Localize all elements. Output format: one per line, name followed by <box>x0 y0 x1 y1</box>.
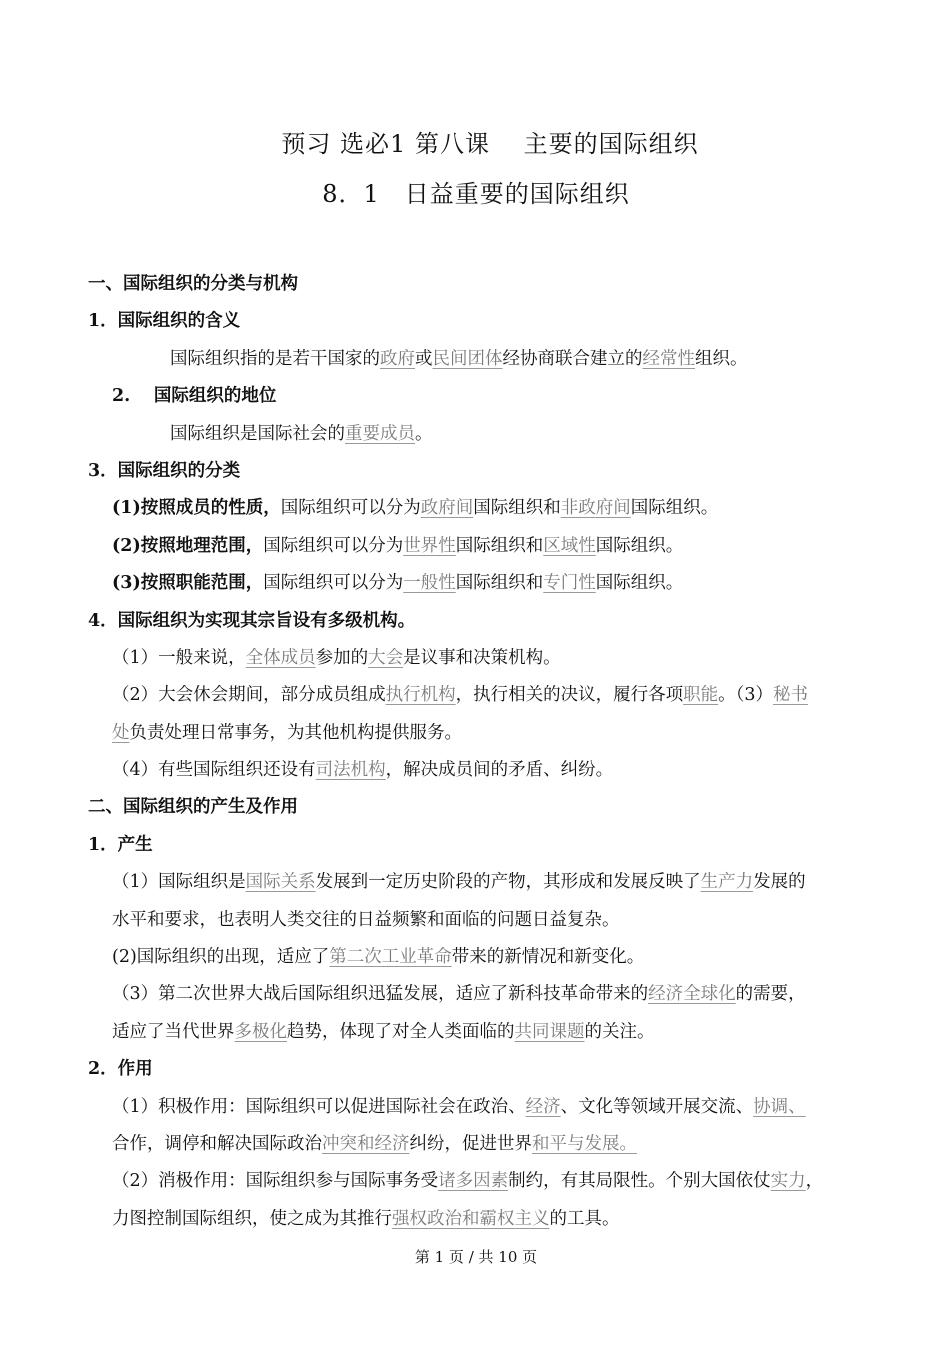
text-segment: 纠纷，促进世界 <box>409 1133 532 1154</box>
text-segment: 国际组织。 <box>595 535 684 556</box>
answer-blank: 冲突和经济 <box>322 1133 410 1154</box>
text-segment: 水平和要求，也表明人类交往的日益频繁和面临的问题日益复杂。 <box>112 909 620 930</box>
answer-blank: 实力 <box>770 1171 806 1192</box>
answer-blank: 共同课题 <box>514 1021 585 1042</box>
text-segment: （4）有些国际组织还设有 <box>112 760 316 781</box>
text-segment: 国际组织。 <box>595 573 684 594</box>
text-segment: 的工具。 <box>549 1208 620 1229</box>
text-segment: (2)国际组织的出现，适应了 <box>112 947 330 968</box>
answer-blank: 诸多因素 <box>438 1171 509 1192</box>
answer-blank: 民间团体 <box>432 348 503 369</box>
text-segment: 。（3） <box>718 685 774 706</box>
answer-blank: 经常性 <box>642 348 695 369</box>
text-line <box>0 976 952 1013</box>
text-line <box>0 266 952 303</box>
text-segment: 参加的 <box>315 647 369 668</box>
answer-blank: 司法机构 <box>315 760 386 781</box>
text-line <box>0 789 952 826</box>
text-line <box>0 528 952 565</box>
text-segment: 国际组织和 <box>455 573 544 594</box>
text-line <box>0 939 952 976</box>
text-segment: 国际组织指的是若干国家的 <box>170 348 380 369</box>
text-segment: 。 <box>415 423 433 444</box>
heading-text: 1．产生 <box>88 834 153 855</box>
text-line <box>0 378 952 415</box>
answer-blank: 第二次工业革命 <box>329 947 452 968</box>
text-segment: 力图控制国际组织，使之成为其推行 <box>112 1208 392 1229</box>
heading-text: 一、国际组织的分类与机构 <box>88 274 298 294</box>
text-line <box>0 453 952 490</box>
text-segment: 国际组织可以分为 <box>263 535 404 556</box>
text-line <box>0 752 952 789</box>
document-body <box>0 266 952 1238</box>
heading-text: 1．国际组织的含义 <box>88 311 241 332</box>
text-line <box>0 640 952 677</box>
answer-blank: 非政府间 <box>560 498 631 519</box>
text-line <box>0 1201 952 1238</box>
text-segment: 国际组织是国际社会的 <box>170 423 345 444</box>
text-line <box>0 677 952 714</box>
text-line <box>0 416 952 453</box>
text-segment: 合作，调停和解决国际政治 <box>112 1133 322 1154</box>
text-segment: 制约，有其局限性。个别大国依仗 <box>508 1171 771 1192</box>
answer-blank: 职能 <box>683 685 719 706</box>
text-segment: ， <box>805 1171 824 1192</box>
answer-blank: 秘书 <box>773 685 809 706</box>
text-segment: 国际组织和 <box>473 498 561 519</box>
text-segment: 趋势，体现了对全人类面临的 <box>287 1021 515 1042</box>
document-title: 预习 选必1 第八课 主要的国际组织 <box>281 130 699 158</box>
text-segment: 国际组织可以分为 <box>263 573 404 594</box>
answer-blank: 专门性 <box>543 573 596 594</box>
text-segment: 带来的新情况和新变化。 <box>451 947 645 968</box>
text-line <box>0 864 952 901</box>
answer-blank: 政府 <box>380 348 415 369</box>
heading-text: 3．国际组织的分类 <box>88 460 241 481</box>
text-line <box>0 1051 952 1088</box>
text-segment: ，解决成员间的矛盾、纠纷。 <box>385 760 614 781</box>
text-segment: 负责处理日常事务，为其他机构提供服务。 <box>129 722 462 743</box>
answer-blank: 生产力 <box>700 872 754 893</box>
text-line <box>0 303 952 340</box>
text-segment: 或 <box>415 348 433 369</box>
text-line <box>0 341 952 378</box>
document-subtitle: 8．1 日益重要的国际组织 <box>322 180 630 208</box>
heading-text: (1)按照成员的性质， <box>112 498 281 519</box>
heading-text: (2)按照地理范围， <box>112 535 264 556</box>
heading-text: 2．作用 <box>88 1059 153 1080</box>
text-segment: （1）积极作用：国际组织可以促进国际社会在政治、 <box>112 1096 526 1117</box>
answer-blank: 协调、 <box>753 1096 806 1117</box>
text-segment: （3）第二次世界大战后国际组织迅猛发展，适应了新科技革命带来的 <box>112 984 649 1005</box>
text-line <box>0 715 952 752</box>
text-segment: （1）国际组织是 <box>112 872 246 893</box>
text-segment: 适应了当代世界 <box>112 1021 235 1042</box>
text-segment: 组织。 <box>695 348 748 369</box>
text-line <box>0 902 952 939</box>
answer-blank: 政府间 <box>420 498 474 519</box>
answer-blank: 全体成员 <box>245 647 316 668</box>
text-line <box>0 1014 952 1051</box>
answer-blank: 和平与发展。 <box>532 1133 637 1154</box>
text-segment: 的关注。 <box>584 1021 655 1042</box>
heading-text: (3)按照职能范围， <box>112 573 264 594</box>
answer-blank: 世界性 <box>403 535 456 556</box>
text-line <box>0 827 952 864</box>
answer-blank: 处 <box>112 722 130 743</box>
text-line <box>0 1089 952 1126</box>
text-line <box>0 1163 952 1200</box>
answer-blank: 强权政治和霸权主义 <box>392 1208 550 1229</box>
text-segment: ，执行相关的决议，履行各项 <box>455 685 684 706</box>
answer-blank: 区域性 <box>543 535 596 556</box>
text-segment: 经协商联合建立的 <box>502 348 643 369</box>
answer-blank: 经济全球化 <box>648 984 736 1005</box>
heading-text: 2. 国际组织的地位 <box>112 386 277 407</box>
text-segment: （2）大会休会期间，部分成员组成 <box>112 685 386 706</box>
text-segment: （1）一般来说， <box>112 647 246 668</box>
heading-text: 4．国际组织为实现其宗旨设有多级机构。 <box>88 610 416 631</box>
text-segment: 是议事和决策机构。 <box>403 647 561 668</box>
answer-blank: 多极化 <box>234 1021 287 1042</box>
answer-blank: 重要成员 <box>345 423 415 444</box>
text-segment: 国际组织和 <box>455 535 544 556</box>
text-segment: 发展到一定历史阶段的产物，其形成和发展反映了 <box>315 872 701 893</box>
answer-blank: 经济 <box>525 1096 561 1117</box>
answer-blank: 执行机构 <box>385 685 456 706</box>
answer-blank: 大会 <box>368 647 404 668</box>
text-line <box>0 603 952 640</box>
text-line <box>0 1126 952 1163</box>
text-segment: 发展的 <box>753 872 806 893</box>
answer-blank: 一般性 <box>403 573 456 594</box>
text-segment: 的需要， <box>735 984 806 1005</box>
text-segment: 、文化等领域开展交流、 <box>560 1096 754 1117</box>
text-segment: 国际组织可以分为 <box>280 498 421 519</box>
text-line <box>0 490 952 527</box>
page-footer: 第 1 页 / 共 10 页 <box>414 1248 538 1266</box>
answer-blank: 国际关系 <box>245 872 316 893</box>
text-segment: 国际组织。 <box>630 498 719 519</box>
text-segment: （2）消极作用：国际组织参与国际事务受 <box>112 1171 439 1192</box>
heading-text: 二、国际组织的产生及作用 <box>88 797 298 818</box>
text-line <box>0 565 952 602</box>
